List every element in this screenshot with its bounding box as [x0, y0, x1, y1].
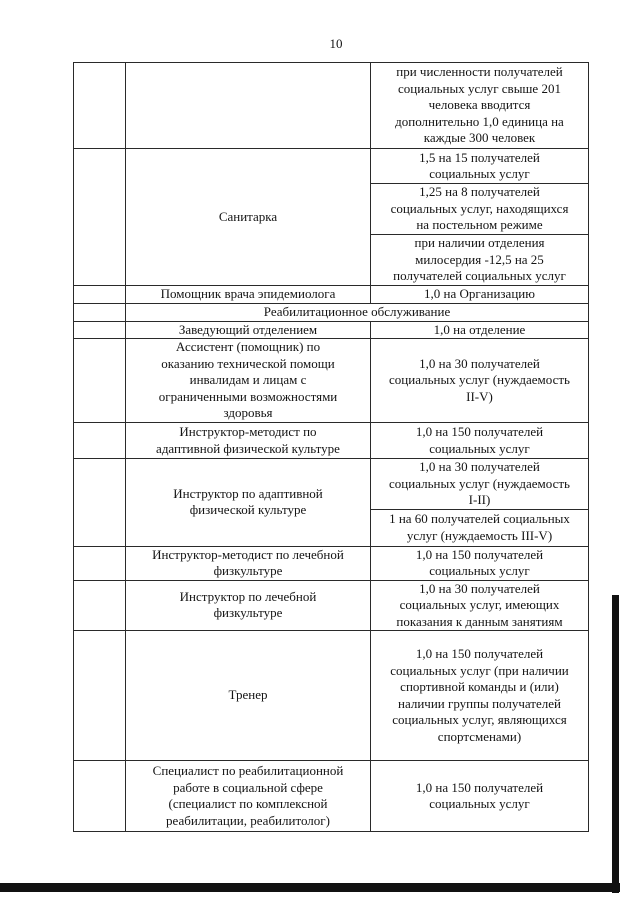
section-title: Реабилитационное обслуживание — [126, 303, 589, 321]
table-row — [74, 149, 589, 184]
table-row — [74, 285, 589, 303]
table-row — [74, 339, 589, 423]
norm-cell: 1,0 на 30 получателей социальных услуг (нуждаемость II-V) — [371, 339, 589, 423]
norm-cell: 1,0 на 150 получателей социальных услуг — [371, 546, 589, 580]
table-row — [74, 580, 589, 631]
norm-cell: 1 на 60 получателей социальных услуг (нуждаемость III-V) — [371, 509, 589, 546]
position-cell: Ассистент (помощник) по оказанию технической помощи инвалидам и лицам с ограниченными возможностями здоровья — [126, 339, 371, 423]
table-row — [74, 321, 589, 339]
number-cell — [74, 339, 126, 423]
scan-edge-bottom — [0, 883, 620, 892]
norm-cell: при численности получателей социальных услуг свыше 201 человека вводится дополнительно 1,0 единица на каждые 300 человек — [371, 63, 589, 149]
norm-cell: 1,25 на 8 получателей социальных услуг, находящихся на постельном режиме — [371, 184, 589, 235]
position-cell: Инструктор-методист по адаптивной физической культуре — [126, 423, 371, 459]
number-cell — [74, 459, 126, 547]
table-row — [74, 423, 589, 459]
number-cell — [74, 321, 126, 339]
page-number: 10 — [329, 36, 343, 51]
position-cell: Заведующий отделением — [126, 321, 371, 339]
table-row — [74, 761, 589, 832]
position-cell: Инструктор по лечебной физкультуре — [126, 580, 371, 631]
number-cell — [74, 423, 126, 459]
position-cell: Инструктор по адаптивной физической культуре — [126, 459, 371, 547]
number-cell — [74, 761, 126, 832]
norm-cell: 1,0 на 150 получателей социальных услуг — [371, 761, 589, 832]
norm-cell: 1,0 на Организацию — [371, 285, 589, 303]
position-cell: Специалист по реабилитационной работе в социальной сфере (специалист по комплексной реабилитации, реабилитолог) — [126, 761, 371, 832]
position-cell: Инструктор-методист по лечебной физкультуре — [126, 546, 371, 580]
position-cell: Тренер — [126, 631, 371, 761]
position-cell: Санитарка — [126, 149, 371, 286]
table-row — [74, 459, 589, 510]
number-cell — [74, 303, 126, 321]
norm-cell: 1,0 на отделение — [371, 321, 589, 339]
section-row — [74, 303, 589, 321]
table-row — [74, 631, 589, 761]
number-cell — [74, 631, 126, 761]
table-row — [74, 546, 589, 580]
number-cell — [74, 285, 126, 303]
norm-cell: 1,0 на 30 получателей социальных услуг (нуждаемость I-II) — [371, 459, 589, 510]
norm-cell: 1,0 на 150 получателей социальных услуг — [371, 423, 589, 459]
number-cell — [74, 580, 126, 631]
number-cell — [74, 546, 126, 580]
norm-cell: 1,5 на 15 получателей социальных услуг — [371, 149, 589, 184]
scan-edge-right — [612, 595, 619, 893]
number-cell — [74, 149, 126, 286]
number-cell — [74, 63, 126, 149]
table-row — [74, 63, 589, 149]
position-cell — [126, 63, 371, 149]
norm-cell: при наличии отделения милосердия -12,5 на 25 получателей социальных услуг — [371, 235, 589, 286]
staffing-table — [73, 62, 589, 832]
norm-cell: 1,0 на 30 получателей социальных услуг, имеющих показания к данным занятиям — [371, 580, 589, 631]
position-cell: Помощник врача эпидемиолога — [126, 285, 371, 303]
norm-cell: 1,0 на 150 получателей социальных услуг (при наличии спортивной команды и (или) наличии группы получателей социальных услуг, являющихся спортсменами) — [371, 631, 589, 761]
